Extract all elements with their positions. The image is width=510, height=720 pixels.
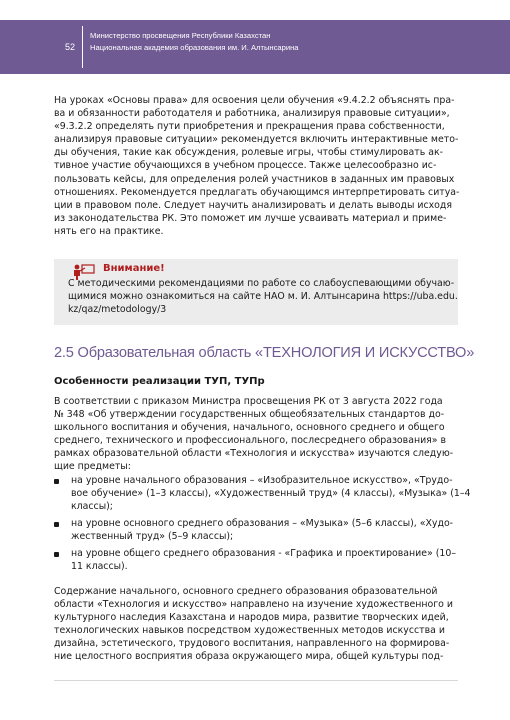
- list-item: [71, 474, 471, 513]
- bullet-marker: [54, 552, 59, 557]
- text-line: школьного воспитания и обучения, начального, основного среднего и общего: [54, 422, 445, 434]
- text-line: на уровне начального образования – «Изобразительное искусство», «Трудо-: [71, 475, 453, 486]
- text-line: На уроках «Основы права» для освоения цели обучения «9.4.2.2 объяснять пра-: [54, 95, 455, 106]
- text-line: области «Технология и искусство» направлено на изучение художественного и: [54, 599, 453, 611]
- text-line: технологических навыков посредством художественных методов искусства и: [54, 625, 445, 637]
- text-line: тивное участие обучающихся в учебном процессе. Также целесообразно ис-: [54, 160, 437, 172]
- section-title: 2.5 Образовательная область «ТЕХНОЛОГИЯ И ИСКУССТВО»: [54, 345, 475, 361]
- text-line: Содержание начального, основного среднего образования образовательной: [54, 586, 438, 597]
- note-line: С методическими рекомендациями по работе со слабоуспевающими обучаю-: [68, 278, 455, 289]
- subsection-title: Особенности реализации ТУП, ТУПр: [54, 376, 265, 387]
- text-line: жественный труд» (5–9 классы);: [71, 531, 234, 543]
- text-line: рамках образовательной области «Технология и искусства» изучаются следую-: [54, 448, 454, 460]
- text-line: «9.3.2.2 определять пути приобретения и прекращения права собственности,: [54, 121, 445, 133]
- header-line-1: Министерство просвещения Республики Казахстан: [90, 31, 271, 40]
- text-line: отношениях. Рекомендуется предлагать обучающимся интерпретировать ситуа-: [54, 186, 460, 198]
- bullet-marker: [54, 522, 59, 527]
- paragraph-order-348: [54, 395, 453, 474]
- text-line: щие предметы:: [54, 461, 131, 473]
- bottom-rule: [54, 680, 458, 681]
- header-line-2: Национальная академия образования им. И. Алтынсарина: [90, 43, 299, 52]
- text-line: дизайна, эстетического, трудового воспитания, направленного на формирова-: [54, 638, 450, 650]
- text-line: культурного наследия Казахстана и народов мира, развитие творческих идей,: [54, 612, 449, 624]
- text-line: из законодательства РК. Это поможет им лучше усваивать материал и приме-: [54, 212, 447, 224]
- text-line: на уровне основного среднего образования – «Музыка» (5–6 классы), «Худо-: [71, 518, 454, 529]
- text-line: ции в правовом поле. Следует научить анализировать и делать выводы исходя: [54, 199, 453, 211]
- bullet-marker: [54, 479, 59, 484]
- note-title: Внимание!: [103, 263, 165, 274]
- text-line: 11 классы).: [71, 561, 128, 573]
- paragraph-content: [54, 585, 453, 664]
- text-line: № 348 «Об утверждении государственных общеобязательных стандартов до-: [54, 409, 445, 421]
- text-line: вое обучение» (1–3 классы), «Художественный труд» (4 классы), «Музыка» (1–4: [71, 488, 471, 500]
- text-line: ние целостного восприятия образа окружающего мира, общей культуры под-: [54, 651, 444, 663]
- text-line: анализируя правовые ситуации» рекомендуется включить интерактивные мето-: [54, 134, 459, 146]
- page-number: 52: [64, 42, 75, 52]
- text-line: ва и обязанности работодателя и работника, анализируя правовые ситуации»,: [54, 108, 450, 120]
- text-line: нять его на практике.: [54, 225, 164, 237]
- list-item: [71, 547, 456, 573]
- header-text: [90, 30, 299, 54]
- text-line: среднего, технического и профессионального, послесреднего образования» в: [54, 435, 447, 447]
- text-line: В соответствии с приказом Министра просвещения РК от 3 августа 2022 года: [54, 396, 443, 407]
- text-line: на уровне общего среднего образования - «Графика и проектирование» (10–: [71, 548, 457, 559]
- note-text: [68, 277, 458, 316]
- text-line: пользовать кейсы, для определения ролей участников в заданных им правовых: [54, 173, 455, 185]
- note-line: щимися можно ознакомиться на сайте НАО м. И. Алтынсарина https://uba.edu.: [68, 291, 458, 303]
- header-divider: [82, 26, 83, 68]
- note-line: kz/qaz/metodology/3: [68, 304, 167, 316]
- text-line: классы);: [71, 501, 113, 513]
- list-item: [71, 517, 453, 543]
- text-line: ды обучения, такие как обсуждения, ролевые игры, чтобы стимулировать ак-: [54, 147, 444, 159]
- paragraph-law-lessons: [54, 94, 459, 238]
